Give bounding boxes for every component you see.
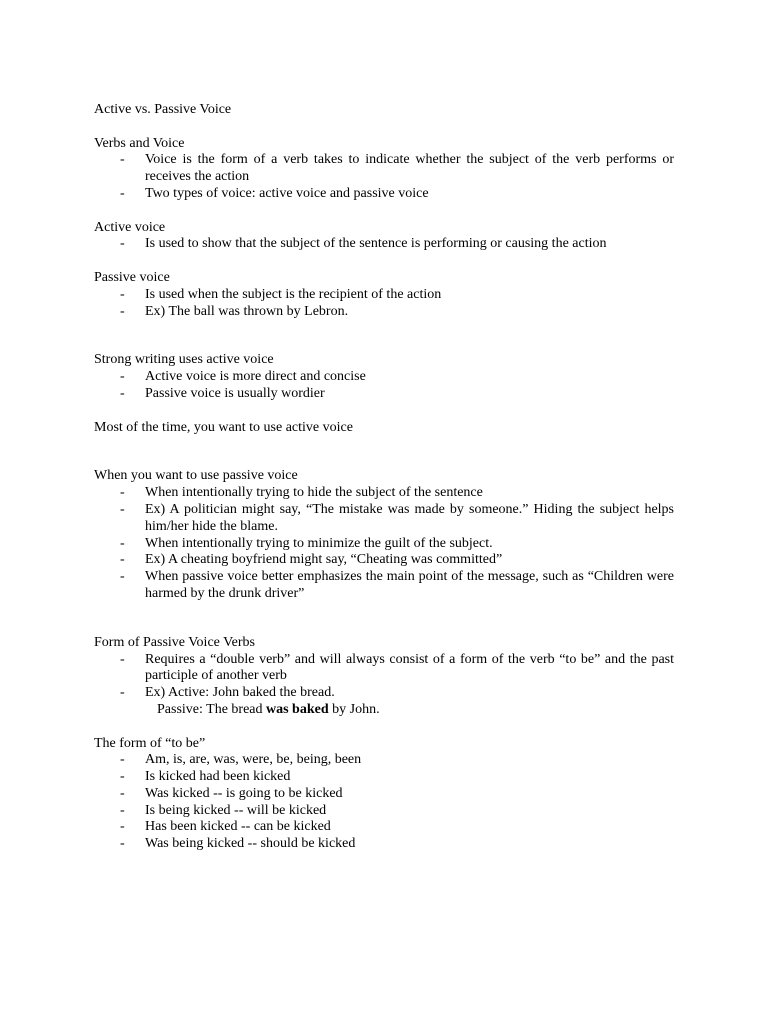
section-heading: Strong writing uses active voice — [94, 352, 274, 368]
list-item: - Is used to show that the subject of the sentence is performing or causing the action — [120, 236, 607, 252]
list-item: - Am, is, are, was, were, be, being, been — [120, 752, 362, 768]
section-active-voice — [94, 220, 674, 254]
bullet-list — [94, 236, 674, 253]
section-heading: When you want to use passive voice — [94, 468, 298, 484]
list-item: - Voice is the form of a verb takes to indicate whether the subject of the verb performs or receives the action — [120, 152, 674, 185]
bullet-list — [94, 652, 674, 702]
list-item: - Requires a “double verb” and will always consist of a form of the verb “to be” and the past participle of another verb — [120, 651, 674, 684]
bullet-list — [94, 752, 674, 853]
section-heading: Passive voice — [94, 269, 170, 285]
bullet-list — [94, 287, 674, 321]
section-form-of-to-be — [94, 736, 674, 854]
bullet-list — [94, 485, 674, 603]
list-item: - Was being kicked -- should be kicked — [120, 836, 356, 852]
list-item: - When intentionally trying to hide the subject of the sentence — [120, 485, 483, 501]
list-item: - Has been kicked -- can be kicked — [120, 819, 331, 835]
document-title: Active vs. Passive Voice — [94, 102, 232, 117]
section-strong-writing — [94, 352, 674, 402]
list-item: - Ex) The ball was thrown by Lebron. — [120, 303, 349, 319]
list-item: - Is kicked had been kicked — [120, 769, 291, 785]
list-item: - Active voice is more direct and concise — [120, 369, 366, 385]
passive-example: Passive: The bread was baked by John. — [157, 701, 380, 717]
section-when-passive — [94, 468, 674, 602]
list-item: - Ex) Active: John baked the bread. — [120, 685, 335, 701]
list-item: - Is being kicked -- will be kicked — [120, 802, 327, 818]
list-item: - Ex) A cheating boyfriend might say, “Cheating was committed” — [120, 552, 503, 568]
document-page — [94, 102, 674, 853]
list-item: - Was kicked -- is going to be kicked — [120, 785, 343, 801]
list-item: - Ex) A politician might say, “The mistake was made by someone.” Hiding the subject helps him/her hide the blame. — [120, 501, 674, 534]
section-passive-voice — [94, 270, 674, 320]
bullet-list — [94, 369, 674, 403]
section-form-of-passive — [94, 635, 674, 719]
section-heading: The form of “to be” — [94, 735, 206, 751]
list-item: - Two types of voice: active voice and passive voice — [120, 185, 429, 201]
list-item: - Is used when the subject is the recipient of the action — [120, 286, 442, 302]
list-item: - When intentionally trying to minimize the guilt of the subject. — [120, 535, 493, 551]
list-item: - When passive voice better emphasizes the main point of the message, such as “Children were harmed by the drunk driver” — [120, 569, 674, 601]
standalone-statement: Most of the time, you want to use active voice — [94, 419, 353, 435]
section-verbs-and-voice — [94, 136, 674, 203]
bullet-list — [94, 152, 674, 202]
bold-verb: was baked — [266, 701, 329, 717]
section-heading: Form of Passive Voice Verbs — [94, 634, 255, 650]
section-heading: Active voice — [94, 219, 166, 235]
section-heading: Verbs and Voice — [94, 135, 185, 151]
list-item: - Passive voice is usually wordier — [120, 385, 325, 401]
